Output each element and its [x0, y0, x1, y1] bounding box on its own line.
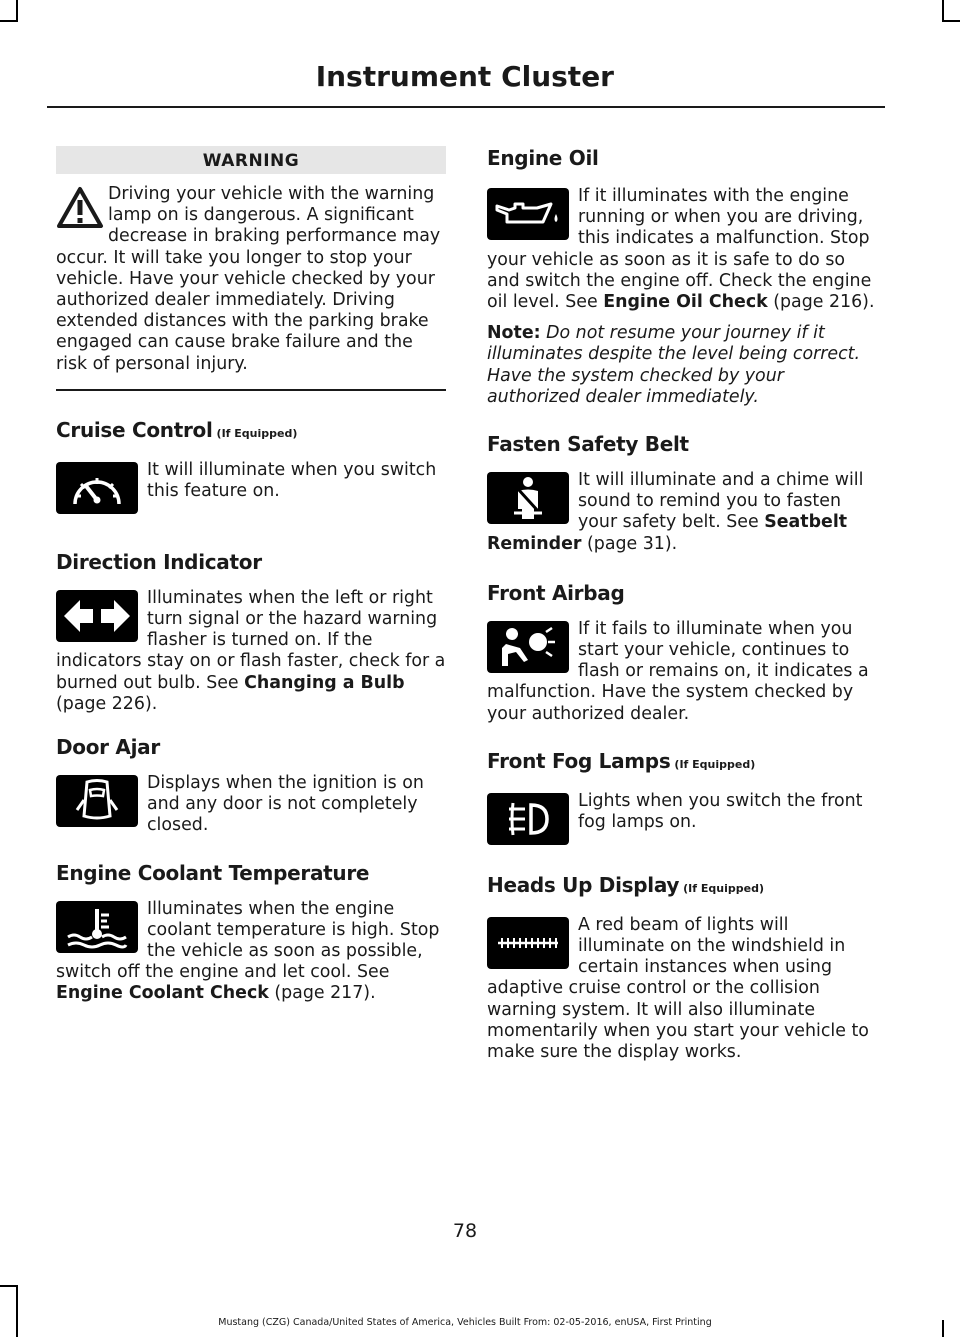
section-text: It will illuminate and a chime will sound to remind you to fasten your safety belt. See — [578, 470, 864, 533]
section-title: Cruise Control — [56, 417, 213, 442]
left-column — [56, 146, 446, 1005]
crop-mark — [16, 0, 18, 22]
crop-mark — [942, 0, 944, 22]
cross-reference-link[interactable]: Changing a Bulb — [244, 672, 405, 693]
page-reference: (page 226). — [56, 693, 158, 714]
section-front-airbag — [487, 581, 877, 725]
oil-can-icon — [487, 188, 569, 240]
section-title: Fasten Safety Belt — [487, 432, 689, 457]
warning-title: WARNING — [56, 146, 446, 174]
page-title: Instrument Cluster — [315, 60, 614, 93]
heads-up-display-icon — [487, 917, 569, 969]
if-equipped-tag: (If Equipped) — [216, 426, 298, 440]
section-text: Lights when you switch the front fog lamps on. — [578, 790, 863, 833]
section-direction-indicator — [56, 550, 446, 715]
section-text: If it illuminates with the engine running or when you are driving, this indicates a malfunction. Stop your vehicle as soon as it is safe to do so and switch the engine off. Check the engine oil level. See — [487, 186, 872, 313]
section-front-fog-lamps — [487, 749, 877, 847]
crop-mark — [942, 1320, 944, 1337]
section-fasten-safety-belt — [487, 432, 877, 555]
warning-rule — [56, 389, 446, 391]
section-text: Illuminates when the engine coolant temperature is high. Stop the vehicle as soon as possible, switch off the engine and let cool. See — [56, 898, 440, 983]
cruise-control-icon — [56, 462, 138, 514]
section-title: Door Ajar — [56, 735, 160, 760]
section-engine-oil — [487, 146, 877, 408]
cross-reference-link[interactable]: Seatbelt Reminder — [487, 512, 848, 554]
note-label: Note: — [487, 323, 541, 344]
warning-box — [56, 146, 446, 391]
fog-lamp-icon — [487, 793, 569, 845]
if-equipped-tag: (If Equipped) — [674, 757, 756, 771]
section-text: It will illuminate when you switch this feature on. — [147, 459, 437, 502]
cross-reference-link[interactable]: Engine Coolant Check — [56, 983, 269, 1004]
page-reference: (page 217). — [268, 983, 376, 1004]
page-reference: (page 216). — [767, 292, 875, 313]
note-text: Do not resume your journey if it illuminates despite the level being correct. Have the system checked by your authorized dealer immediately. — [487, 323, 861, 407]
crop-mark — [16, 1285, 18, 1337]
section-title: Front Fog Lamps — [487, 748, 671, 773]
seatbelt-icon — [487, 472, 569, 524]
direction-indicator-icon — [56, 590, 138, 642]
section-engine-coolant — [56, 861, 446, 1005]
right-column — [487, 146, 877, 1063]
section-text: If it fails to illuminate when you start your vehicle, continues to flash or remains on, it indicates a malfunction. Have the system checked by your authorized dealer. — [487, 618, 869, 724]
airbag-icon — [487, 621, 569, 673]
section-cruise-control — [56, 418, 446, 516]
crop-mark — [0, 20, 18, 22]
header-rule — [47, 106, 885, 108]
section-heads-up-display — [487, 873, 877, 1063]
section-title: Engine Oil — [487, 146, 599, 170]
section-title: Heads Up Display — [487, 872, 680, 897]
page-reference: (page 31). — [581, 533, 678, 554]
page-number: 78 — [452, 1220, 478, 1242]
warning-triangle-icon — [56, 186, 104, 230]
coolant-temperature-icon — [56, 901, 138, 953]
section-text: Illuminates when the left or right turn signal or the hazard warning flasher is turned on. If the indicators stay on or flash faster, check for a burned out bulb. See — [56, 587, 446, 693]
section-title: Front Airbag — [487, 580, 625, 605]
section-text: Displays when the ignition is on and any door is not completely closed. — [147, 773, 424, 836]
crop-mark — [942, 20, 960, 22]
section-title: Direction Indicator — [56, 549, 262, 574]
section-title: Engine Coolant Temperature — [56, 860, 370, 885]
door-ajar-icon — [56, 775, 138, 827]
warning-text: Driving your vehicle with the warning lamp on is dangerous. A significant decrease in braking performance may occur. It will take you longer to stop your vehicle. Have your vehicle checked by your authorized dealer immediately. Driving extended distances with the parking brake engaged can cause brake failure and the risk of personal injury. — [56, 184, 441, 374]
if-equipped-tag: (If Equipped) — [683, 881, 764, 895]
crop-mark — [0, 1285, 18, 1287]
section-text: A red beam of lights will illuminate on the windshield in certain instances when using adaptive cruise control or the collision warning system. It will also illuminate momentarily when you start your vehicle to make sure the display works. — [487, 914, 869, 1063]
cross-reference-link[interactable]: Engine Oil Check — [603, 292, 768, 313]
footer-text: Mustang (CZG) Canada/United States of America, Vehicles Built From: 02-05-2016, enUSA, First Printing — [218, 1317, 712, 1328]
section-door-ajar — [56, 735, 446, 837]
